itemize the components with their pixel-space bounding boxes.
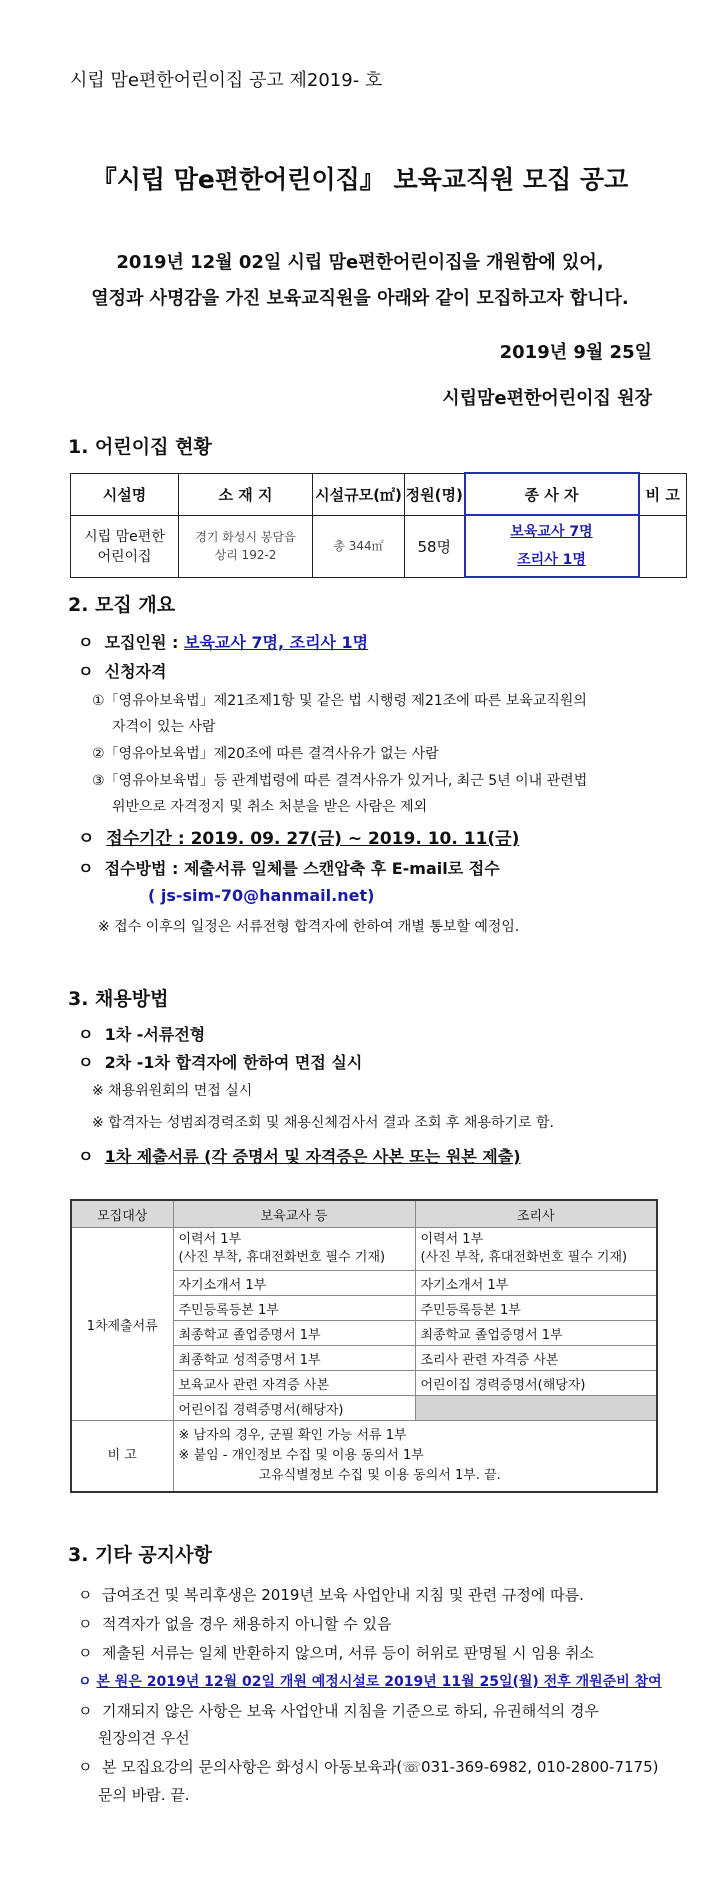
col-remark: 비 고 <box>639 473 687 515</box>
facility-table <box>70 472 687 578</box>
step-2: ㅇ 2차 -1차 합격자에 한하여 면접 실시 <box>78 1053 363 1072</box>
qualification-3-cont: 위반으로 자격정지 및 취소 처분을 받은 사람은 제외 <box>112 799 428 815</box>
cell-remark <box>639 515 687 577</box>
cell-size: 총 344㎡ <box>313 515 405 577</box>
section1-heading: 1. 어린이집 현황 <box>68 436 212 458</box>
teacher-doc-6: 보육교사 관련 자격증 사본 <box>173 1371 415 1396</box>
teacher-doc-7: 어린이집 경력증명서(해당자) <box>173 1396 415 1421</box>
notice-number: 시립 맘e편한어린이집 공고 제2019- 호 <box>70 70 383 91</box>
notice-item-6: ㅇ 본 모집요강의 문의사항은 화성시 아동보육과(☏031-369-6982, 010-2800-7175) <box>78 1758 659 1776</box>
col-address: 소 재 지 <box>179 473 313 515</box>
notice-item-3: ㅇ 제출된 서류는 일체 반환하지 않으며, 서류 등이 허위로 판명될 시 임용 취소 <box>78 1644 594 1662</box>
notice-date: 2019년 9월 25일 <box>499 342 652 363</box>
signer: 시립맘e편한어린이집 원장 <box>442 388 652 409</box>
col-staff: 종 사 자 <box>465 473 639 515</box>
col-teacher: 보육교사 등 <box>173 1200 415 1228</box>
notice-item-1: ㅇ 급여조건 및 복리후생은 2019년 보육 사업안내 지침 및 관련 규정에 따름. <box>78 1586 584 1604</box>
teacher-doc-2: 자기소개서 1부 <box>173 1271 415 1296</box>
section2-heading: 2. 모집 개요 <box>68 594 176 616</box>
qualification-2: ②「영유아보육법」제20조에 따른 결격사유가 없는 사람 <box>92 746 439 762</box>
remark-cell: ※ 남자의 경우, 군필 확인 가능 서류 1부 ※ 붙임 - 개인정보 수집 및 이용 동의서 1부 고유식별정보 수집 및 이용 동의서 1부. 끝. <box>173 1421 657 1493</box>
cell-capacity: 58명 <box>405 515 465 577</box>
row-head-remark: 비 고 <box>71 1421 173 1493</box>
notice-item-4: ㅇ 본 원은 2019년 12월 02일 개원 예정시설로 2019년 11월 25일(월) 전후 개원준비 참여 <box>78 1674 662 1690</box>
cook-doc-2: 자기소개서 1부 <box>415 1271 657 1296</box>
step-1: ㅇ 1차 -서류전형 <box>78 1025 206 1044</box>
intro-line-1: 2019년 12월 02일 시립 맘e편한어린이집을 개원함에 있어, <box>116 252 604 273</box>
email-address: ( js-sim-70@hanmail.net) <box>148 886 375 905</box>
interview-note: ※ 채용위원회의 면접 실시 <box>92 1083 253 1099</box>
teacher-doc-4: 최종학교 졸업증명서 1부 <box>173 1321 415 1346</box>
recruit-line: ㅇ 모집인원 : 보육교사 7명, 조리사 1명 <box>78 633 369 652</box>
notice-item-5-cont: 원장의견 우선 <box>98 1729 190 1747</box>
qualification-1: ①「영유아보육법」제21조제1항 및 같은 법 시행령 제21조에 따른 보육교직원의 <box>92 693 587 709</box>
section3-heading: 3. 채용방법 <box>68 988 169 1010</box>
teacher-doc-5: 최종학교 성적증명서 1부 <box>173 1346 415 1371</box>
row-head-documents: 1차제출서류 <box>71 1228 173 1421</box>
notice-item-2: ㅇ 적격자가 없을 경우 채용하지 아니할 수 있음 <box>78 1615 392 1633</box>
col-target: 모집대상 <box>71 1200 173 1228</box>
col-name: 시설명 <box>71 473 179 515</box>
section4-heading: 3. 기타 공지사항 <box>68 1544 212 1566</box>
col-capacity: 정원(명) <box>405 473 465 515</box>
col-size: 시설규모(㎡) <box>313 473 405 515</box>
cook-doc-3: 주민등록등본 1부 <box>415 1296 657 1321</box>
cook-doc-4: 최종학교 졸업증명서 1부 <box>415 1321 657 1346</box>
hiring-note: ※ 합격자는 성범죄경력조회 및 채용신체검사서 결과 조회 후 채용하기로 함. <box>92 1115 554 1131</box>
documents-table <box>70 1199 658 1493</box>
application-method: ㅇ 접수방법 : 제출서류 일체를 스캔압축 후 E-mail로 접수 <box>78 859 500 878</box>
cook-doc-empty <box>415 1396 657 1421</box>
cell-address: 경기 화성시 봉담읍 상리 192-2 <box>179 515 313 577</box>
qualification-1-cont: 자격이 있는 사람 <box>112 719 216 735</box>
notice-item-6-cont: 문의 바람. 끝. <box>98 1786 190 1804</box>
cell-staff: 보육교사 7명 조리사 1명 <box>465 515 639 577</box>
intro-line-2: 열정과 사명감을 가진 보육교직원을 아래와 같이 모집하고자 합니다. <box>91 288 629 309</box>
page-title: 『시립 맘e편한어린이집』 보육교직원 모집 공고 <box>91 165 629 194</box>
cook-doc-1: 이력서 1부 (사진 부착, 휴대전화번호 필수 기재) <box>415 1228 657 1271</box>
teacher-doc-1: 이력서 1부 (사진 부착, 휴대전화번호 필수 기재) <box>173 1228 415 1271</box>
cook-doc-6: 어린이집 경력증명서(해당자) <box>415 1371 657 1396</box>
notice-item-5: ㅇ 기재되지 않은 사항은 보육 사업안내 지침을 기준으로 하되, 유권해석의 경우 <box>78 1702 599 1720</box>
documents-heading: ㅇ 1차 제출서류 (각 증명서 및 자격증은 사본 또는 원본 제출) <box>78 1147 521 1166</box>
qualification-label: ㅇ 신청자격 <box>78 662 167 681</box>
cook-doc-5: 조리사 관련 자격증 사본 <box>415 1346 657 1371</box>
col-cook: 조리사 <box>415 1200 657 1228</box>
teacher-doc-3: 주민등록등본 1부 <box>173 1296 415 1321</box>
qualification-3: ③「영유아보육법」등 관계법령에 따른 결격사유가 있거나, 최근 5년 이내 관련법 <box>92 773 588 789</box>
application-period: ㅇ 접수기간 : 2019. 09. 27(금) ~ 2019. 10. 11(금) <box>78 829 520 849</box>
schedule-note: ※ 접수 이후의 일정은 서류전형 합격자에 한하여 개별 통보할 예정임. <box>98 919 520 935</box>
cell-name: 시립 맘e편한 어린이집 <box>71 515 179 577</box>
